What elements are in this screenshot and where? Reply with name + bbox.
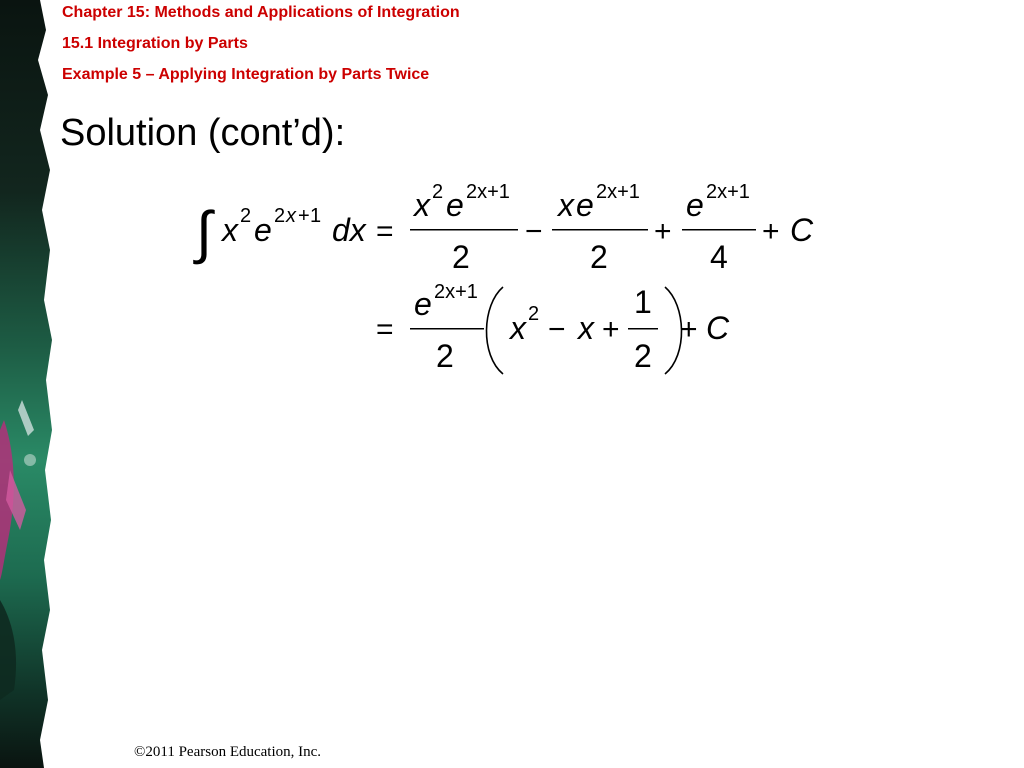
- term2-numerator-x: x: [558, 187, 574, 223]
- copyright-footer: ©2011 Pearson Education, Inc.: [134, 744, 322, 760]
- paren-x2: x: [578, 310, 594, 346]
- equals-sign-2: =: [376, 313, 394, 346]
- minus-sign-1: −: [525, 215, 543, 248]
- integrand-e-exponent-x: x: [286, 205, 296, 227]
- integral-sign: ∫: [196, 200, 212, 265]
- term3-numerator-e: e: [686, 187, 704, 223]
- line2-fraction-bar: [410, 328, 484, 330]
- term1-numerator-e: e: [446, 187, 464, 223]
- paren-x-exponent: 2: [528, 303, 540, 325]
- term3-numerator-e-exponent: 2x+1: [706, 181, 750, 203]
- integrand-x-exponent: 2: [240, 205, 252, 227]
- term1-denominator: 2: [452, 239, 470, 275]
- integrand-e-exponent-1: 1: [310, 205, 322, 227]
- integrand-e-exponent-plus: +: [298, 205, 310, 227]
- term1-numerator-x-exponent: 2: [432, 181, 444, 203]
- term1-fraction-bar: [410, 229, 518, 231]
- constant-c-1: C: [790, 212, 814, 248]
- differential-dx: dx: [332, 212, 366, 248]
- term1-numerator-x: x: [414, 187, 430, 223]
- equals-sign-1: =: [376, 215, 394, 248]
- plus-sign-1: +: [654, 215, 672, 248]
- plus-sign-2: +: [762, 215, 780, 248]
- inner-fraction-bar: [628, 328, 658, 330]
- constant-c-2: C: [706, 310, 730, 346]
- term2-fraction-bar: [552, 229, 648, 231]
- line2-numerator-e: e: [414, 286, 432, 322]
- term1-numerator-e-exponent: 2x+1: [466, 181, 510, 203]
- plus-sign-4: +: [680, 313, 698, 346]
- inner-fraction-denominator: 2: [634, 338, 652, 374]
- line2-numerator-e-exponent: 2x+1: [434, 281, 478, 303]
- line2-denominator: 2: [436, 338, 454, 374]
- integrand-e-exponent-2: 2: [274, 205, 286, 227]
- inner-fraction-numerator: 1: [634, 284, 652, 320]
- plus-sign-3: +: [602, 313, 620, 346]
- left-parenthesis: [486, 287, 503, 374]
- paren-x: x: [510, 310, 526, 346]
- chapter-heading: Chapter 15: Methods and Applications of Integration: [62, 4, 460, 21]
- solution-subtitle: Solution (cont’d):: [60, 112, 346, 154]
- integrand-x: x: [222, 212, 238, 248]
- section-heading: 15.1 Integration by Parts: [62, 35, 248, 52]
- term2-denominator: 2: [590, 239, 608, 275]
- minus-sign-2: −: [548, 313, 566, 346]
- term2-numerator-e-exponent: 2x+1: [596, 181, 640, 203]
- integrand-e: e: [254, 212, 272, 248]
- term3-denominator: 4: [710, 239, 728, 275]
- term3-fraction-bar: [682, 229, 756, 231]
- example-heading: Example 5 – Applying Integration by Parts Twice: [62, 66, 430, 83]
- term2-numerator-e: e: [576, 187, 594, 223]
